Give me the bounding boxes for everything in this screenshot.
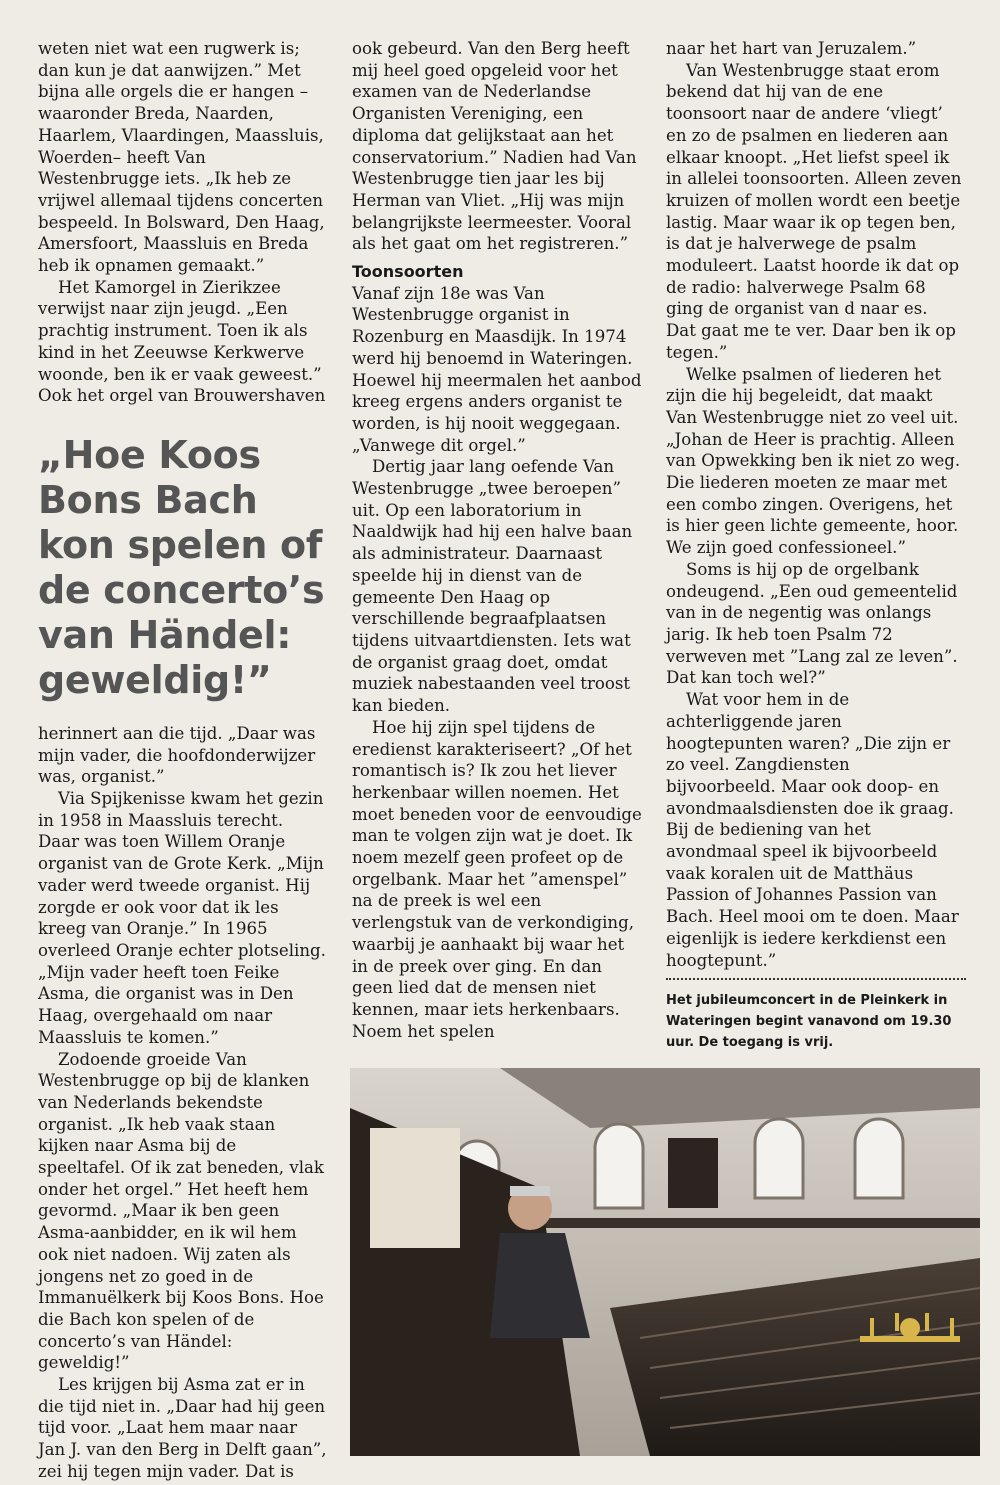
photo-organist-church: [350, 1068, 980, 1456]
paragraph: Hoe hij zijn spel tijdens de eredienst karakteriseert? „Of het romantisch is? Ik zou het liever herkenbaar willen noemen. Het moet beneden voor de eenvoudige man te volgen zijn wat je doet. Ik noem mezelf geen profeet op de orgelbank. Maar het ”amenspel” na de preek is wel een verlengstuk van de verkondiging, waarbij je aanhaakt bij waar het in de preek over ging. En dan geen lied dat de mensen niet kennen, maar iets herkenbaars. Noem het spelen: [352, 717, 642, 1041]
paragraph: ook gebeurd. Van den Berg heeft mij heel goed opgeleid voor het examen van de Nederlandse Organisten Vereniging, een diploma dat gelijkstaat aan het conservatorium.” Nadien had Van Westenbrugge tien jaar les bij Herman van Vliet. „Hij was mijn belangrijkste leermeester. Vooral als het gaat om het registreren.”: [352, 39, 637, 254]
paragraph: herinnert aan die tijd. „Daar was mijn vader, die hoofdonderwijzer was, organist.”: [38, 723, 316, 787]
paragraph: Zodoende groeide Van Westenbrugge op bij de klanken van Nederlands bekendste organist. „Ik heb vaak staan kijken naar Asma bij de speeltafel. Of ik zat beneden, vlak onder het orgel.” Het heeft hem gevormd. „Maar ik ben geen Asma-aanbidder, en ik wil hem ook niet nadoen. Wij zaten als jongens net zo goed in de Immanuëlkerk bij Koos Bons. Hoe die Bach kon spelen of de concerto’s van Händel: geweldig!”: [38, 1049, 324, 1373]
paragraph: Vanaf zijn 18e was Van Westenbrugge organist in Rozenburg en Maasdijk. In 1974 werd hij benoemd in Wateringen. Hoewel hij meermalen het aanbod kreeg ergens anders organist te worden, is hij nooit weggegaan. „Vanwege dit orgel.”: [352, 283, 642, 455]
paragraph: Les krijgen bij Asma zat er in die tijd niet in. „Daar had hij geen tijd voor. „Laat hem maar naar Jan J. van den Berg in Delft gaan”, zei hij tegen mijn vader. Dat is: [38, 1375, 327, 1481]
subheading: Toonsoorten: [352, 262, 464, 282]
paragraph: Via Spijkenisse kwam het gezin in 1958 in Maassluis terecht. Daar was toen Willem Oranje organist van de Grote Kerk. „Mijn vader werd tweede organist. Hij zorgde er ook voor dat ik les kreeg van Oranje.” In 1965 overleed Oranje echter plotseling. „Mijn vader heeft toen Feike Asma, die organist was in Den Haag, overgehaald om naar Maassluis te komen.”: [38, 789, 326, 1047]
paragraph: Wat voor hem in de achterliggende jaren hoogtepunten waren? „Die zijn er zo veel. Zangdiensten bijvoorbeeld. Maar ook doop- en avondmaalsdiensten doe ik graag. Bij de bediening van het avondmaal speel ik bijvoorbeeld vaak koralen uit de Matthäus Passion of Johannes Passion van Bach. Heel mooi om te doen. Maar eigenlijk is iedere kerkdienst een hoogtepunt.”: [666, 690, 959, 970]
paragraph: Welke psalmen of liederen het zijn die hij begeleidt, dat maakt Van Westenbrugge niet zo veel uit. „Johan de Heer is prachtig. Alleen van Opwekking ben ik niet zo weg. Die liederen moeten ze maar met een combo zingen. Overigens, het is hier geen lichte gemeente, hoor. We zijn goed confessioneel.”: [666, 364, 961, 558]
event-infobox: Het jubileumconcert in de Pleinkerk in Wateringen begint vanavond om 19.30 uur. De toegang is vrij.: [666, 978, 966, 1053]
paragraph: Van Westenbrugge staat erom bekend dat hij van de ene toonsoort naar de andere ‘vliegt’ en zo de psalmen en liederen aan elkaar knoopt. „Het liefst speel ik in allelei toonsoorten. Alleen zeven kruizen of mollen wordt een beetje lastig. Maar waar ik op tegen ben, is dat je halverwege de psalm moduleert. Laatst hoorde ik dat op de radio: halverwege Psalm 68 ging de organist van d naar es. Dat gaat me te ver. Daar ben ik op tegen.”: [666, 60, 962, 362]
paragraph: Soms is hij op de orgelbank ondeugend. „Een oud gemeentelid van in de negentig was onlangs jarig. Ik heb toen Psalm 72 verweven met ”Lang zal ze leven”. Dat kan toch wel?”: [666, 559, 958, 688]
paragraph: Het Kamorgel in Zierikzee verwijst naar zijn jeugd. „Een prachtig instrument. Toen ik als kind in het Zeeuwse Kerkwerve woonde, ben ik er vaak geweest.” Ook het orgel van Brouwershaven: [38, 277, 326, 406]
paragraph: weten niet wat een rugwerk is; dan kun je dat aanwijzen.” Met bijna alle orgels die er hangen –waaronder Breda, Naarden, Haarlem, Vlaardingen, Maassluis, Woerden– heeft Van Westenbrugge iets. „Ik heb ze vrijwel allemaal tijdens concerten bespeeld. In Bolsward, Den Haag, Amersfoort, Maassluis en Breda heb ik opnamen gemaakt.”: [38, 39, 325, 276]
article-column-2: [352, 38, 642, 1041]
paragraph: naar het hart van Jeruzalem.”: [666, 39, 917, 58]
pull-quote: „Hoe Koos Bons Bach kon spelen of de concerto’s van Händel: geweldig!”: [38, 432, 325, 702]
article-column-1: [38, 38, 328, 1481]
church-organ-illustration: [350, 1068, 980, 1456]
article-column-3: [666, 38, 962, 1028]
paragraph: Dertig jaar lang oefende Van Westenbrugge „twee beroepen” uit. Op een laboratorium in Naaldwijk had hij een halve baan als administrateur. Daarnaast speelde hij in dienst van de gemeente Den Haag op verschillende begraafplaatsen tijdens uitvaartdiensten. Iets wat de organist graag doet, omdat muziek nabestaanden veel troost kan bieden.: [352, 457, 633, 716]
